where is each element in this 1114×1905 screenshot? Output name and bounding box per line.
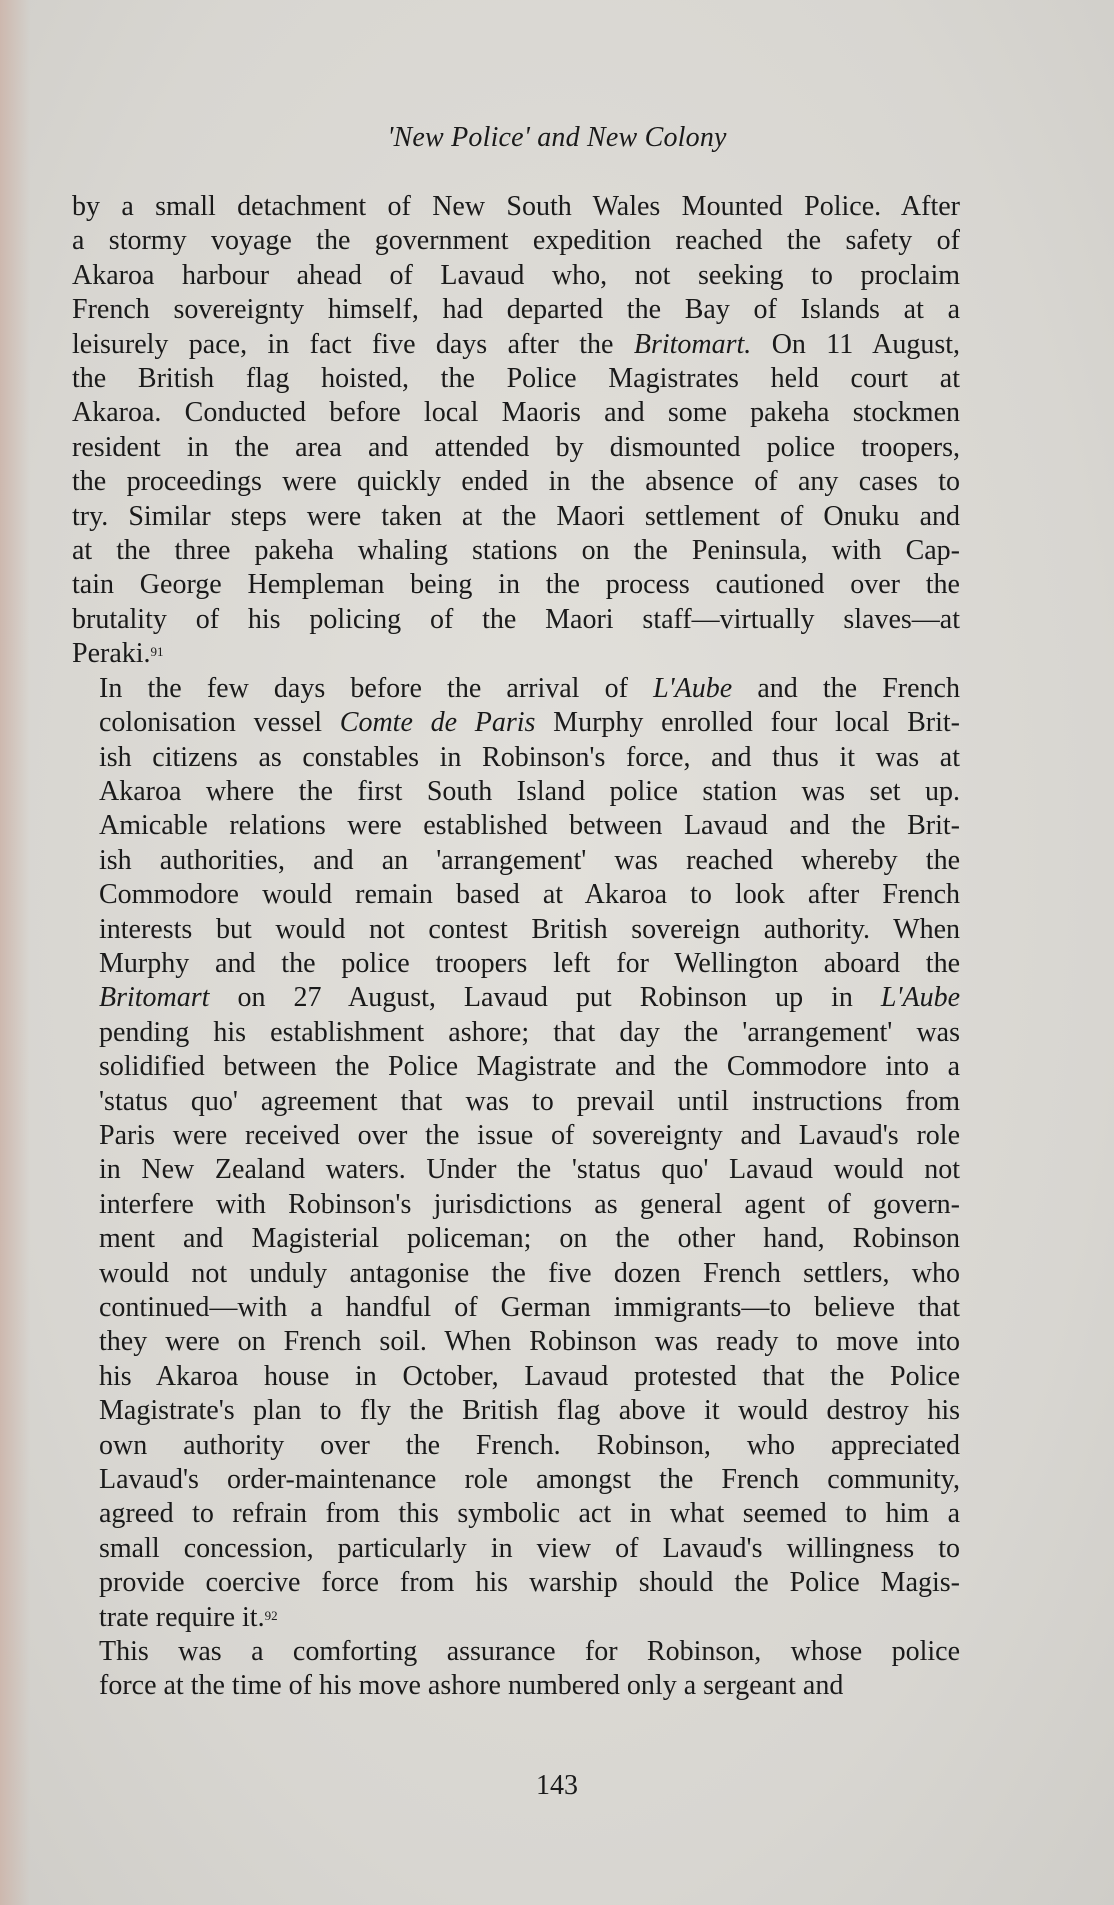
text-line [72, 1601, 960, 1635]
text-run: Murphy enrolled four local Brit- [535, 707, 960, 739]
text-line [72, 637, 960, 671]
italic-title: Britomart [99, 982, 210, 1014]
text-line [72, 672, 960, 706]
text-line [72, 293, 960, 327]
text-line [72, 706, 960, 740]
footnote-marker: 91 [150, 644, 164, 660]
text-run: agreed to refrain from this symbolic act in what seemed to him a [99, 1498, 960, 1530]
text-run: On 11 August, [751, 328, 960, 360]
text-run: continued—with a handful of German immigrants—to believe that [99, 1292, 960, 1323]
text-run: solidified between the Police Magistrate and the Commodore into a [99, 1051, 960, 1083]
text-run: leisurely pace, in fact five days after the [72, 328, 634, 360]
text-line [72, 1291, 960, 1325]
text-line [72, 1222, 960, 1256]
text-line [72, 1325, 960, 1359]
text-line [72, 1016, 960, 1050]
text-line [72, 1463, 960, 1497]
text-run: and the French [732, 672, 960, 704]
text-run: Murphy and the police troopers left for Wellington aboard the [99, 947, 960, 979]
text-line [72, 1532, 960, 1566]
text-run: they were on French soil. When Robinson was ready to move into [99, 1326, 960, 1358]
paragraph-1 [72, 190, 960, 672]
text-run: Akaroa. Conducted before local Maoris and some pakeha stockmen [72, 397, 960, 429]
text-run: at the three pakeha whaling stations on the Peninsula, with Cap- [72, 535, 960, 567]
text-run: 'status quo' agreement that was to prevail until instructions from [99, 1085, 960, 1117]
text-run: In the few days before the arrival of [99, 672, 654, 704]
text-line [72, 878, 960, 912]
text-line [72, 534, 960, 568]
text-run: force at the time of his move ashore numbered only a sergeant and [99, 1670, 844, 1702]
text-line [72, 500, 960, 534]
text-run: Paris were received over the issue of sovereignty and Lavaud's role [99, 1119, 960, 1151]
italic-title: Comte de Paris [339, 707, 536, 739]
text-run: his Akaroa house in October, Lavaud protested that the Police [99, 1360, 960, 1392]
text-run: a stormy voyage the government expedition reached the safety of [72, 225, 960, 257]
text-line [72, 741, 960, 775]
text-line [72, 1257, 960, 1291]
text-line [72, 190, 960, 224]
text-line [72, 1050, 960, 1084]
text-line [72, 775, 960, 809]
body-text [72, 190, 960, 1704]
text-run: colonisation vessel [99, 707, 340, 739]
text-run: Akaroa where the first South Island police station was set up. [99, 775, 960, 807]
page-spine-shadow [0, 0, 30, 1905]
text-line [72, 1360, 960, 1394]
text-run: Amicable relations were established between Lavaud and the Brit- [99, 810, 960, 842]
text-run: tain George Hempleman being in the process cautioned over the [72, 569, 960, 601]
text-run: brutality of his policing of the Maori staff—virtually slaves—at [72, 603, 960, 635]
text-line [72, 224, 960, 258]
text-line [72, 1497, 960, 1531]
text-run: ment and Magisterial policeman; on the other hand, Robinson [99, 1223, 960, 1255]
text-run: interfere with Robinson's jurisdictions as general agent of govern- [99, 1188, 960, 1220]
text-run: Magistrate's plan to fly the British flag above it would destroy his [99, 1395, 960, 1427]
footnote-marker: 92 [264, 1607, 278, 1623]
text-line [72, 1085, 960, 1119]
text-run: interests but would not contest British sovereign authority. When [99, 913, 960, 945]
text-run: small concession, particularly in view of Lavaud's willingness to [99, 1532, 960, 1564]
text-line [72, 1153, 960, 1187]
text-line [72, 1119, 960, 1153]
text-line [72, 947, 960, 981]
text-line [72, 913, 960, 947]
text-line [72, 1394, 960, 1428]
text-run: the proceedings were quickly ended in the absence of any cases to [72, 466, 960, 498]
text-line [72, 328, 960, 362]
text-line [72, 981, 960, 1015]
text-run: by a small detachment of New South Wales Mounted Police. After [72, 191, 960, 222]
text-line [72, 396, 960, 430]
text-run: provide coercive force from his warship should the Police Magis- [99, 1567, 960, 1599]
text-run: pending his establishment ashore; that day the 'arrangement' was [99, 1016, 960, 1048]
text-run: French sovereignty himself, had departed the Bay of Islands at a [72, 294, 960, 326]
text-line [72, 431, 960, 465]
text-line [72, 1566, 960, 1600]
text-line [72, 1669, 960, 1703]
page-number: 143 [536, 1770, 578, 1801]
text-line [72, 362, 960, 396]
text-run: ish authorities, and an 'arrangement' was reached whereby the [99, 844, 960, 876]
text-run: trate require it. [99, 1601, 265, 1633]
text-line [72, 259, 960, 293]
text-run: This was a comforting assurance for Robinson, whose police [99, 1636, 960, 1668]
text-run: the British flag hoisted, the Police Magistrates held court at [72, 363, 960, 395]
text-run: resident in the area and attended by dismounted police troopers, [72, 431, 960, 463]
text-line [72, 465, 960, 499]
text-line [72, 844, 960, 878]
text-line [72, 568, 960, 602]
paragraph-3 [72, 1635, 960, 1704]
text-line [72, 1429, 960, 1463]
text-run: Lavaud's order-maintenance role amongst the French community, [99, 1464, 960, 1496]
italic-title: L'Aube [880, 982, 960, 1014]
text-line [72, 603, 960, 637]
running-head: 'New Police' and New Colony [387, 122, 727, 153]
text-run: would not unduly antagonise the five dozen French settlers, who [99, 1257, 960, 1289]
text-line [72, 1635, 960, 1669]
text-run: own authority over the French. Robinson, who appreciated [99, 1429, 960, 1461]
text-run: in New Zealand waters. Under the 'status quo' Lavaud would not [99, 1154, 960, 1186]
text-line [72, 1188, 960, 1222]
text-line [72, 809, 960, 843]
text-run: on 27 August, Lavaud put Robinson up in [209, 982, 881, 1014]
text-run: ish citizens as constables in Robinson's force, and thus it was at [99, 741, 960, 773]
italic-title: L'Aube [653, 672, 733, 704]
paragraph-2 [72, 672, 960, 1635]
italic-title: Britomart. [633, 328, 752, 360]
text-run: Akaroa harbour ahead of Lavaud who, not seeking to proclaim [72, 259, 960, 291]
text-run: Peraki. [72, 638, 151, 670]
text-run: try. Similar steps were taken at the Maori settlement of Onuku and [72, 500, 960, 532]
text-run: Commodore would remain based at Akaroa to look after French [99, 879, 960, 911]
